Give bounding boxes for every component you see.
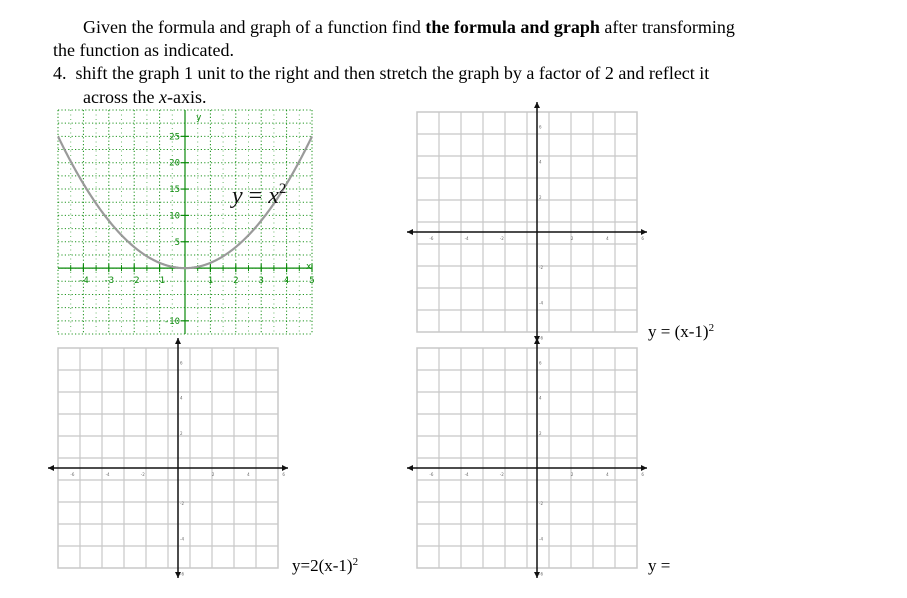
x-tick-label: 2	[211, 472, 215, 477]
blank-grid-bottom-left[interactable]	[48, 338, 288, 578]
x-tick-label: -4	[105, 472, 110, 477]
x-tick-label: 5	[309, 276, 315, 287]
problem-line-1	[53, 62, 709, 84]
x-tick-label: -6	[429, 236, 434, 241]
y-tick-label: -2	[180, 501, 184, 507]
y-arrow-up	[534, 338, 540, 344]
instruction-text-post: after transforming	[599, 17, 735, 37]
blank-grid-bottom-right[interactable]	[407, 335, 647, 578]
given-ticks	[71, 132, 315, 326]
equation-exponent: 2	[278, 181, 287, 197]
y-tick-label: 10	[169, 211, 180, 222]
x-tick-label: -2	[499, 236, 504, 241]
y-tick-label: 5	[174, 237, 180, 248]
y-tick-label: 2	[539, 430, 542, 436]
y-tick-label: -2	[539, 501, 543, 507]
x-tick-label: 1	[207, 276, 214, 287]
x-tick-label: -6	[70, 472, 75, 477]
x-tick-label: -4	[464, 472, 469, 477]
answer-label-bottom-left	[292, 556, 358, 576]
given-graph	[58, 110, 315, 334]
x-tick-label: 6	[641, 472, 644, 477]
x-arrow-right	[641, 229, 647, 235]
x-arrow-left	[48, 465, 54, 471]
instruction-line-1	[83, 16, 735, 38]
y-tick-label: 4	[539, 395, 542, 401]
x-tick-label: -4	[77, 276, 89, 287]
x-tick-label: -2	[140, 472, 145, 477]
y-tick-label: -6	[539, 571, 543, 577]
x-tick-label: 2	[570, 236, 574, 241]
x-arrow-left	[407, 229, 413, 235]
x-tick-label: 4	[606, 236, 609, 241]
x-tick-label: 2	[233, 276, 239, 287]
instruction-text-pre: Given the formula and graph of a function find	[83, 17, 426, 37]
problem-text: shift the graph 1 unit to the right and then stretch the graph by a factor of 2 and reflect it	[75, 63, 710, 83]
y-tick-label: -10	[163, 316, 180, 327]
y-tick-label: -2	[539, 265, 543, 271]
y-tick-label: 2	[539, 194, 542, 200]
problem-text-3: -axis.	[166, 87, 207, 107]
answer-label-top-right-exp: 2	[708, 322, 715, 334]
answer-label-top-right	[648, 322, 714, 342]
problem-number: 4.	[53, 63, 67, 83]
y-tick-label: -6	[539, 335, 543, 341]
answer-label-bottom-right-base: y =	[648, 556, 671, 575]
problem-text-2: across the	[83, 87, 159, 107]
y-axis-label: y	[196, 113, 202, 123]
instruction-line-2: the function as indicated.	[53, 40, 234, 60]
answer-label-top-right-base: y = (x-1)	[648, 322, 709, 341]
x-tick-label: -6	[429, 472, 434, 477]
blank-grid-top-right[interactable]	[407, 102, 647, 342]
y-tick-label: -6	[180, 571, 184, 577]
x-tick-label: 6	[641, 236, 644, 241]
given-axes	[58, 110, 315, 334]
x-tick-label: -2	[128, 276, 140, 287]
problem-line-2	[83, 86, 206, 108]
x-tick-label: 3	[258, 276, 264, 287]
x-tick-label: -2	[499, 472, 504, 477]
x-tick-label: 6	[282, 472, 285, 477]
y-tick-label: 15	[169, 185, 180, 196]
x-tick-label: -3	[103, 276, 115, 287]
y-tick-label: 6	[539, 124, 542, 130]
given-equation	[230, 181, 286, 209]
equation-lhs: y	[232, 183, 243, 209]
y-tick-label: 2	[180, 430, 183, 436]
answer-label-bottom-right	[648, 556, 670, 576]
y-arrow-up	[534, 102, 540, 108]
y-tick-label: 6	[539, 360, 542, 366]
x-axis-label: x	[306, 262, 312, 272]
x-tick-label: 4	[606, 472, 609, 477]
x-tick-label: -1	[154, 276, 166, 287]
y-arrow-up	[175, 338, 181, 344]
y-tick-label: 4	[180, 395, 183, 401]
y-tick-label: -4	[180, 536, 184, 542]
x-tick-label: 4	[247, 472, 250, 477]
x-tick-label: -4	[464, 236, 469, 241]
answer-label-bottom-left-exp: 2	[352, 556, 359, 568]
x-arrow-right	[282, 465, 288, 471]
y-tick-label: 20	[169, 158, 180, 169]
x-arrow-left	[407, 465, 413, 471]
instruction-bold-text: the formula and graph	[425, 17, 600, 37]
y-tick-label: 25	[169, 132, 180, 143]
y-tick-label: -4	[539, 300, 543, 306]
problem-variable: x	[158, 87, 167, 107]
y-tick-label: 4	[539, 159, 542, 165]
equation-base: x	[268, 183, 279, 209]
equation-eq: =	[242, 183, 269, 209]
y-tick-label: -4	[539, 536, 543, 542]
x-tick-label: 4	[283, 276, 290, 287]
x-arrow-right	[641, 465, 647, 471]
answer-label-bottom-left-base: y=2(x-1)	[292, 556, 353, 575]
y-tick-label: 6	[180, 360, 183, 366]
x-tick-label: 2	[570, 472, 574, 477]
